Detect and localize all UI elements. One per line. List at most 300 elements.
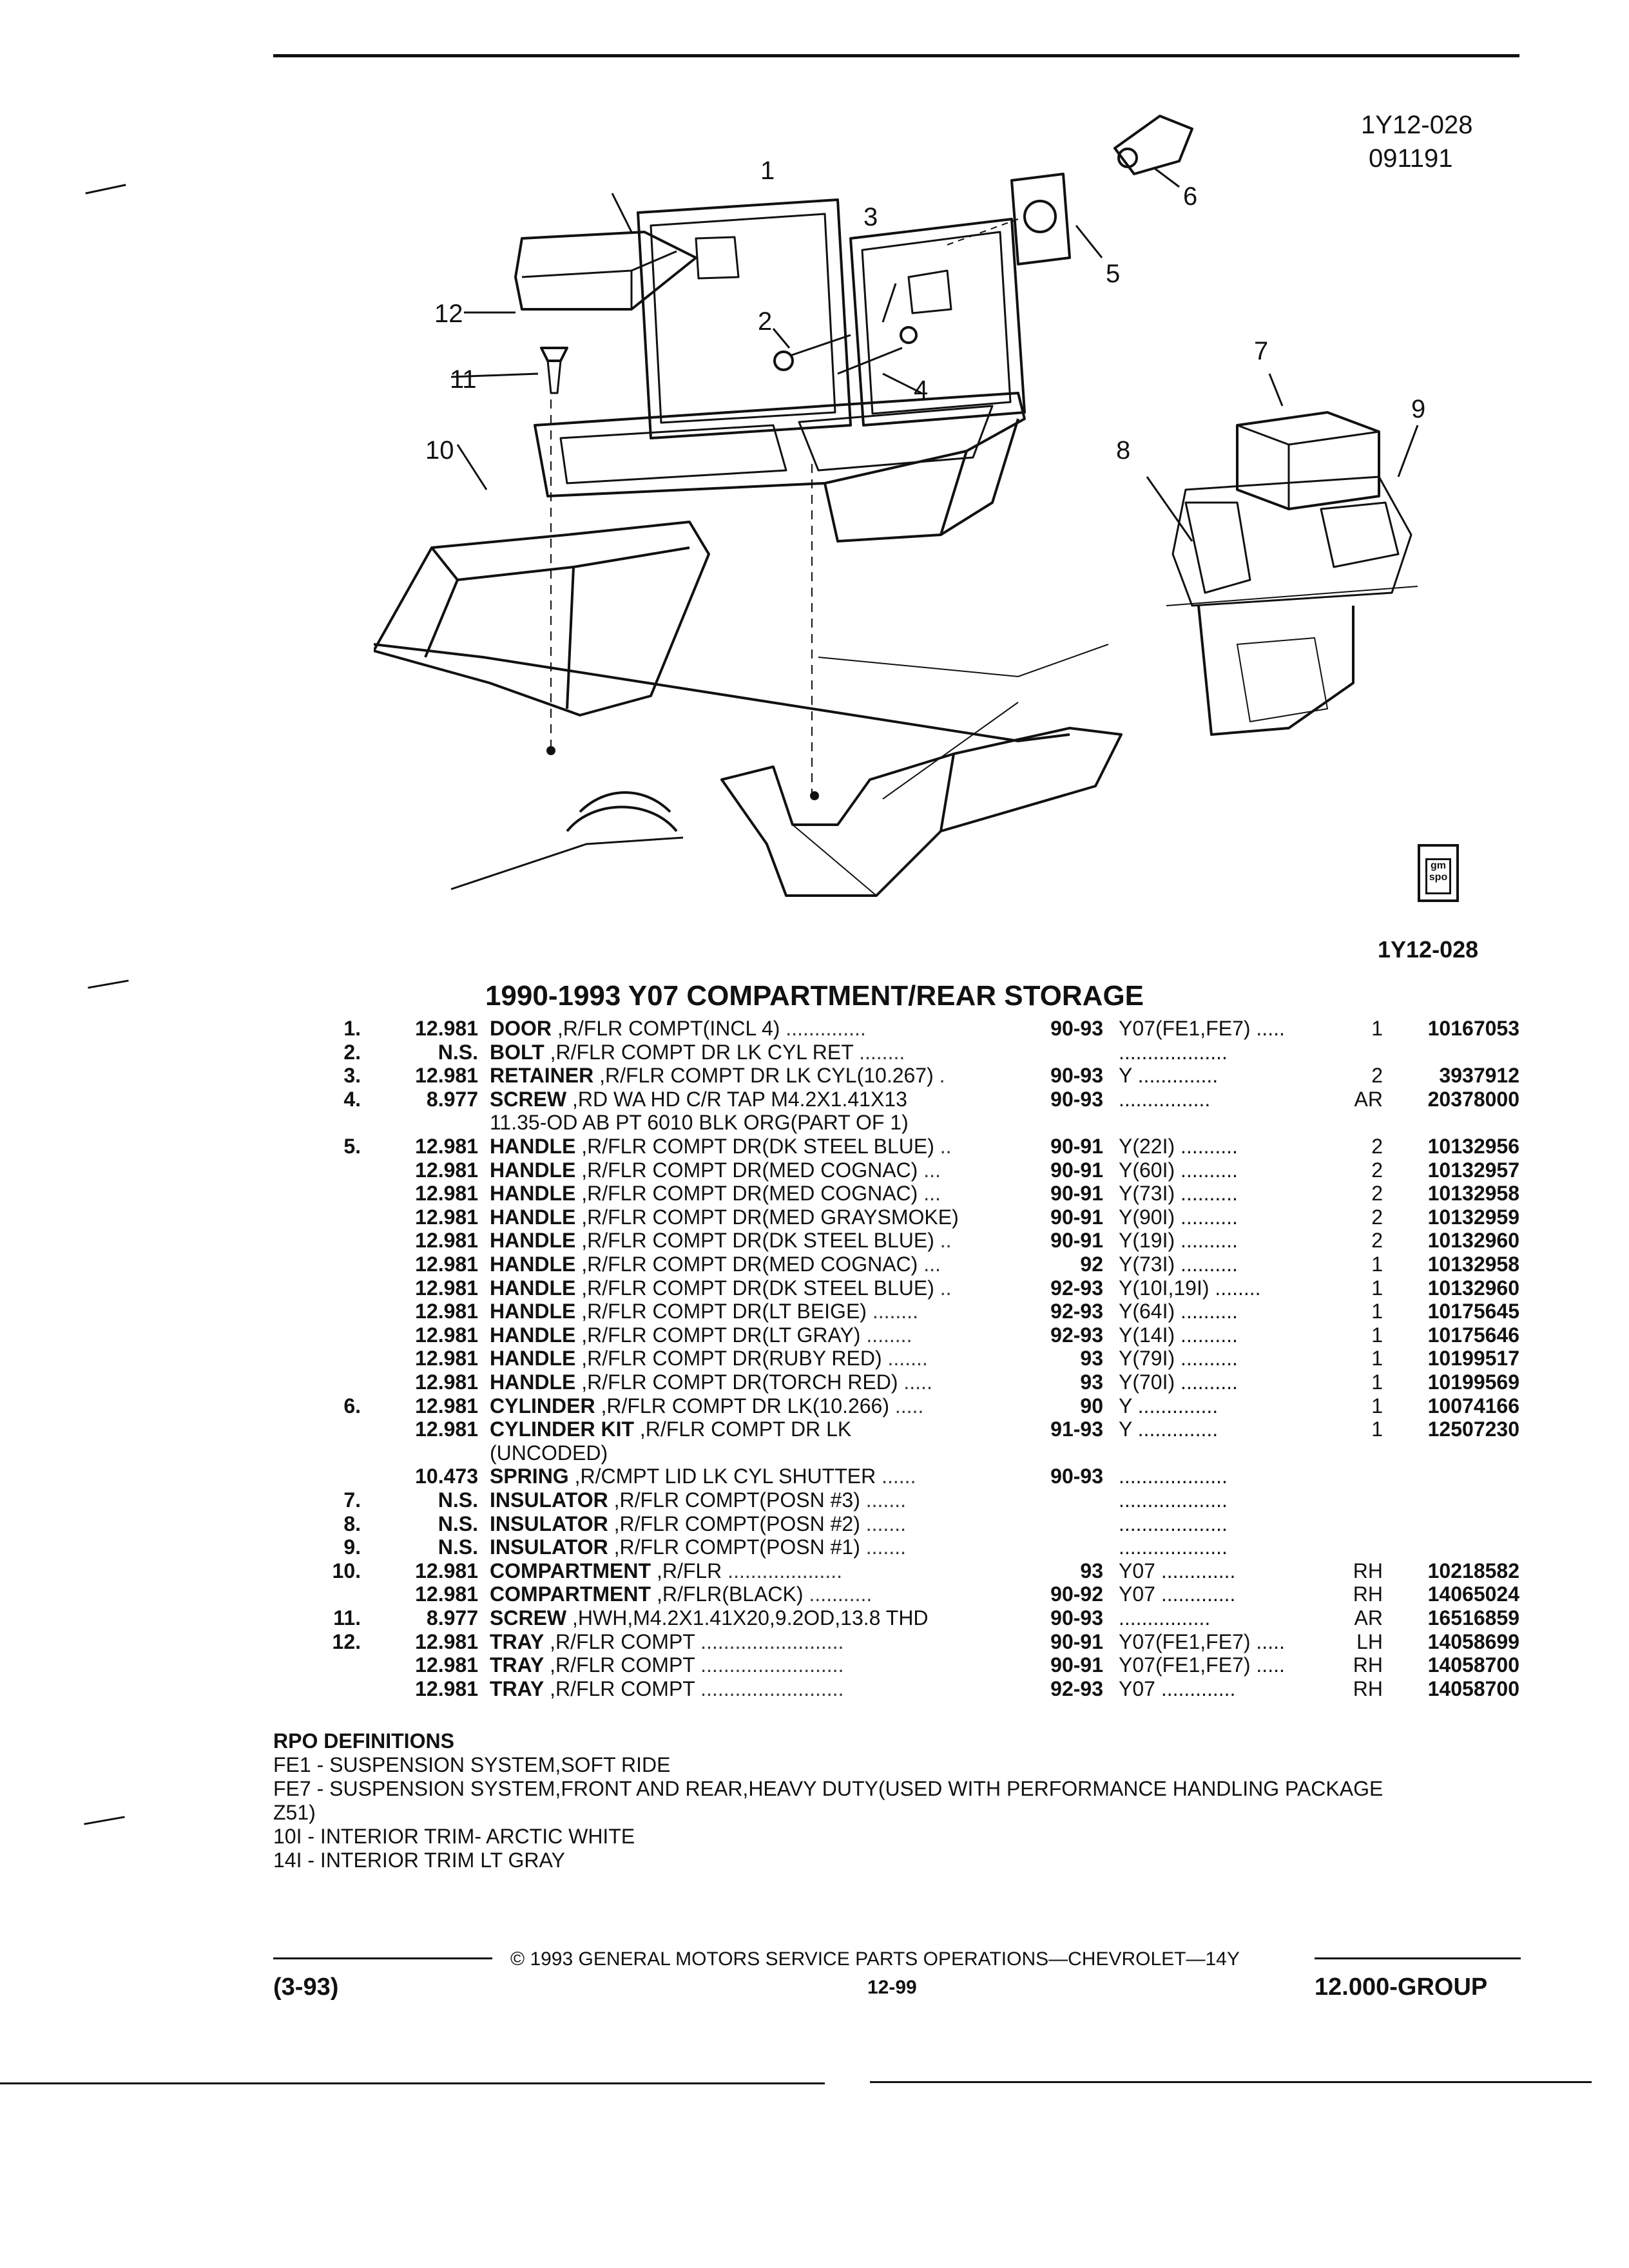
group-number: 12.981	[415, 1347, 478, 1370]
ref-number: 5.	[343, 1135, 361, 1158]
parts-row	[0, 1182, 1629, 1205]
rpo-definitions-heading: RPO DEFINITIONS	[273, 1729, 454, 1753]
exploded-view-diagram	[374, 90, 1469, 928]
parts-row	[0, 1370, 1629, 1394]
part-detail: ,R/FLR COMPT(POSN #1)	[613, 1535, 860, 1559]
rpo-code: ................	[1119, 1087, 1211, 1111]
part-name: INSULATOR	[490, 1512, 608, 1535]
part-number: 14058699	[1427, 1629, 1519, 1653]
leader-dots: .......	[865, 1512, 906, 1535]
part-number: 10199517	[1427, 1347, 1519, 1370]
leader-dots: ...	[923, 1182, 941, 1206]
group-number: 12.981	[415, 1205, 478, 1229]
rpo-code: ...................	[1119, 1535, 1228, 1559]
part-number: 20378000	[1427, 1087, 1519, 1111]
part-description	[490, 1559, 1018, 1582]
callout-12: 12	[434, 300, 463, 328]
quantity: 1	[1371, 1418, 1383, 1441]
group-number: 12.981	[415, 1182, 478, 1206]
ref-number: 3.	[343, 1064, 361, 1088]
part-description	[490, 1370, 1018, 1394]
group-number: 12.981	[415, 1276, 478, 1300]
quantity: 2	[1371, 1135, 1383, 1158]
callout-5: 5	[1106, 260, 1121, 288]
part-detail: ,RD WA HD C/R TAP M4.2X1.41X13	[572, 1087, 907, 1111]
model-years: 90-93	[1050, 1087, 1103, 1111]
ref-number: 10.	[332, 1559, 361, 1582]
ref-number: 7.	[343, 1488, 361, 1512]
parts-row	[0, 1559, 1629, 1582]
part-name: CYLINDER	[490, 1394, 595, 1418]
leader-dots: ........	[859, 1040, 905, 1064]
part-name: SCREW	[490, 1087, 567, 1111]
model-years: 93	[1080, 1370, 1103, 1394]
part-name: HANDLE	[490, 1276, 576, 1300]
rpo-code: Y07 .............	[1119, 1559, 1236, 1582]
rpo-code: Y07(FE1,FE7) .....	[1119, 1629, 1285, 1653]
part-description	[490, 1206, 1018, 1229]
leader-dots: ...	[923, 1158, 941, 1182]
rpo-code: Y07(FE1,FE7) .....	[1119, 1017, 1285, 1040]
part-name: BOLT	[490, 1040, 545, 1064]
model-years: 92-93	[1050, 1276, 1103, 1300]
part-description	[490, 1606, 1018, 1629]
ref-number: 8.	[343, 1512, 361, 1535]
callout-10: 10	[425, 436, 454, 465]
group-number: N.S.	[438, 1535, 478, 1559]
bottom-rule-left	[0, 2082, 825, 2084]
callout-1: 1	[760, 157, 775, 185]
part-name: HANDLE	[490, 1158, 576, 1182]
part-name: HANDLE	[490, 1347, 576, 1370]
quantity: LH	[1356, 1629, 1383, 1653]
part-number: 10132956	[1427, 1135, 1519, 1158]
part-description	[490, 1323, 1018, 1347]
part-name: HANDLE	[490, 1205, 576, 1229]
part-detail: (UNCODED)	[490, 1441, 608, 1465]
rpo-code: Y(22I) ..........	[1119, 1135, 1238, 1158]
callout-9: 9	[1411, 395, 1426, 423]
rpo-code: Y(19I) ..........	[1119, 1229, 1238, 1253]
group-number: 8.977	[426, 1606, 478, 1629]
part-detail: ,R/FLR COMPT DR(LT BEIGE)	[581, 1300, 867, 1323]
part-detail: ,R/FLR COMPT DR LK CYL(10.267)	[599, 1064, 934, 1088]
leader-dots: ...	[923, 1253, 941, 1276]
rpo-code: ...................	[1119, 1512, 1228, 1535]
part-detail: ,R/CMPT LID LK CYL SHUTTER	[574, 1465, 876, 1488]
model-years: 90-91	[1050, 1229, 1103, 1253]
parts-row	[0, 1582, 1629, 1606]
parts-row	[0, 1229, 1629, 1252]
leader-dots: .......	[887, 1347, 928, 1370]
footer-copyright: © 1993 GENERAL MOTORS SERVICE PARTS OPERATIONS—CHEVROLET—14Y	[510, 1948, 1240, 1970]
leader-dots: ........	[872, 1300, 918, 1323]
model-years: 90-91	[1050, 1653, 1103, 1677]
part-name: SPRING	[490, 1465, 569, 1488]
part-detail: ,R/FLR COMPT DR(DK STEEL BLUE)	[581, 1229, 934, 1253]
quantity: 2	[1371, 1064, 1383, 1088]
rpo-code: Y(10I,19I) ........	[1119, 1276, 1261, 1300]
callout-6: 6	[1183, 182, 1198, 211]
rpo-definition-line: FE7 - SUSPENSION SYSTEM,FRONT AND REAR,HEAVY DUTY(USED WITH PERFORMANCE HANDLING PACKAGE	[273, 1777, 1383, 1800]
model-years: 90-91	[1050, 1205, 1103, 1229]
part-detail: ,R/FLR	[656, 1559, 722, 1582]
model-years: 91-93	[1050, 1418, 1103, 1441]
part-name: COMPARTMENT	[490, 1582, 651, 1606]
part-name: RETAINER	[490, 1064, 594, 1088]
part-description	[490, 1017, 1018, 1040]
group-number: 10.473	[415, 1465, 478, 1488]
part-name: HANDLE	[490, 1253, 576, 1276]
quantity: AR	[1354, 1087, 1383, 1111]
part-number: 14058700	[1427, 1677, 1519, 1700]
part-number: 10218582	[1427, 1559, 1519, 1582]
part-name: HANDLE	[490, 1300, 576, 1323]
group-number: 12.981	[415, 1064, 478, 1088]
parts-row	[0, 1300, 1629, 1323]
part-detail: 11.35-OD AB PT 6010 BLK ORG(PART OF 1)	[490, 1111, 909, 1135]
part-name: HANDLE	[490, 1229, 576, 1253]
part-description	[490, 1465, 1018, 1488]
quantity: RH	[1353, 1559, 1383, 1582]
model-years: 90-93	[1050, 1465, 1103, 1488]
rpo-definitions	[273, 1729, 1536, 1872]
model-years: 90-91	[1050, 1182, 1103, 1206]
part-description	[490, 1182, 1018, 1205]
part-detail: ,R/FLR COMPT(POSN #3)	[613, 1488, 860, 1512]
part-number: 12507230	[1427, 1418, 1519, 1441]
leader-dots: ..............	[786, 1017, 866, 1040]
part-detail: ,R/FLR COMPT	[550, 1629, 695, 1653]
part-detail: ,R/FLR COMPT DR(MED COGNAC)	[581, 1158, 918, 1182]
part-name: TRAY	[490, 1629, 545, 1653]
group-number: N.S.	[438, 1512, 478, 1535]
part-description	[490, 1582, 1018, 1606]
part-description	[490, 1229, 1018, 1252]
rpo-definition-line: 14I - INTERIOR TRIM LT GRAY	[273, 1849, 565, 1872]
group-number: 12.981	[415, 1582, 478, 1606]
group-number: 12.981	[415, 1017, 478, 1040]
parts-row	[0, 1418, 1629, 1441]
part-description	[490, 1064, 1018, 1087]
part-detail: ,R/FLR COMPT DR(TORCH RED)	[581, 1370, 898, 1394]
quantity: 2	[1371, 1182, 1383, 1206]
part-detail: ,R/FLR COMPT(INCL 4)	[557, 1017, 780, 1040]
ref-number: 2.	[343, 1040, 361, 1064]
quantity: 1	[1371, 1323, 1383, 1347]
margin-mark	[84, 1816, 125, 1825]
model-years: 92-93	[1050, 1300, 1103, 1323]
quantity: 1	[1371, 1300, 1383, 1323]
part-number: 10132958	[1427, 1182, 1519, 1206]
rpo-code: Y(70I) ..........	[1119, 1370, 1238, 1394]
group-number: 12.981	[415, 1253, 478, 1276]
quantity: AR	[1354, 1606, 1383, 1629]
group-number: 12.981	[415, 1229, 478, 1253]
leader-dots: .....	[894, 1394, 924, 1418]
part-detail: ,R/FLR COMPT	[550, 1653, 695, 1677]
part-name: HANDLE	[490, 1323, 576, 1347]
part-detail: ,R/FLR COMPT DR LK	[639, 1418, 852, 1441]
part-description	[490, 1677, 1018, 1700]
part-name: TRAY	[490, 1677, 545, 1700]
parts-row	[0, 1323, 1629, 1347]
part-number: 3937912	[1439, 1064, 1519, 1088]
part-description	[490, 1135, 1018, 1158]
part-description	[490, 1347, 1018, 1370]
part-detail: ,R/FLR COMPT(POSN #2)	[613, 1512, 860, 1535]
part-detail: ,R/FLR COMPT	[550, 1677, 695, 1700]
quantity: 1	[1371, 1394, 1383, 1418]
part-number: 10132958	[1427, 1253, 1519, 1276]
rpo-definition-line: Z51)	[273, 1801, 316, 1824]
parts-row	[0, 1135, 1629, 1158]
rpo-code: ...................	[1119, 1040, 1228, 1064]
parts-row	[0, 1276, 1629, 1300]
leader-dots: .........................	[700, 1629, 844, 1653]
rpo-code: Y(60I) ..........	[1119, 1158, 1238, 1182]
model-years: 90-92	[1050, 1582, 1103, 1606]
footer-rule-left	[273, 1957, 492, 1959]
ref-number: 6.	[343, 1394, 361, 1418]
parts-row	[0, 1253, 1629, 1276]
rpo-code: Y(73I) ..........	[1119, 1253, 1238, 1276]
part-name: COMPARTMENT	[490, 1559, 651, 1582]
parts-row	[0, 1017, 1629, 1040]
parts-row	[0, 1111, 1629, 1134]
part-detail: ,HWH,M4.2X1.41X20,9.2OD,13.8 THD	[572, 1606, 929, 1629]
part-number: 14065024	[1427, 1582, 1519, 1606]
parts-row	[0, 1394, 1629, 1418]
rpo-code: Y(90I) ..........	[1119, 1205, 1238, 1229]
part-name: INSULATOR	[490, 1535, 608, 1559]
quantity: 2	[1371, 1158, 1383, 1182]
part-description	[490, 1041, 1018, 1064]
parts-row	[0, 1041, 1629, 1064]
parts-row	[0, 1441, 1629, 1465]
illustration-code-bottom: 1Y12-028	[1378, 936, 1479, 963]
model-years: 90-93	[1050, 1017, 1103, 1040]
leader-dots: .	[939, 1064, 945, 1088]
leader-dots: ..	[940, 1229, 952, 1253]
rpo-code: Y(14I) ..........	[1119, 1323, 1238, 1347]
group-number: 12.981	[415, 1370, 478, 1394]
leader-dots: ......	[882, 1465, 916, 1488]
group-number: N.S.	[438, 1488, 478, 1512]
quantity: 1	[1371, 1276, 1383, 1300]
part-number: 10132960	[1427, 1229, 1519, 1253]
group-number: 12.981	[415, 1418, 478, 1441]
leader-dots: .....	[903, 1370, 932, 1394]
rpo-code: Y(73I) ..........	[1119, 1182, 1238, 1206]
part-description	[490, 1488, 1018, 1512]
part-detail: ,R/FLR COMPT DR(DK STEEL BLUE)	[581, 1276, 934, 1300]
rpo-code: Y07 .............	[1119, 1582, 1236, 1606]
part-detail: ,R/FLR COMPT DR(LT GRAY)	[581, 1323, 861, 1347]
rpo-code: Y(64I) ..........	[1119, 1300, 1238, 1323]
model-years: 90	[1080, 1394, 1103, 1418]
leader-dots: .........................	[700, 1653, 844, 1677]
part-description	[490, 1418, 1018, 1441]
rpo-code: Y ..............	[1119, 1394, 1219, 1418]
part-name: TRAY	[490, 1653, 545, 1677]
footer-group: 12.000-GROUP	[1315, 1974, 1488, 2001]
quantity: RH	[1353, 1677, 1383, 1700]
parts-row	[0, 1064, 1629, 1087]
callout-11: 11	[450, 365, 477, 394]
callout-4: 4	[914, 376, 929, 404]
parts-row	[0, 1606, 1629, 1629]
leader-dots: ..	[940, 1135, 952, 1158]
part-name: CYLINDER KIT	[490, 1418, 634, 1441]
callout-8: 8	[1116, 436, 1131, 465]
part-description	[490, 1158, 1018, 1182]
quantity: 1	[1371, 1017, 1383, 1040]
part-number: 10132957	[1427, 1158, 1519, 1182]
part-description	[490, 1253, 1018, 1276]
part-name: HANDLE	[490, 1370, 576, 1394]
model-years: 90-91	[1050, 1629, 1103, 1653]
model-years: 92-93	[1050, 1677, 1103, 1700]
part-description	[490, 1394, 1018, 1418]
illustration-code-top: 1Y12-028	[1361, 111, 1473, 139]
part-number: 10175645	[1427, 1300, 1519, 1323]
group-number: 12.981	[415, 1394, 478, 1418]
section-title: 1990-1993 Y07 COMPARTMENT/REAR STORAGE	[485, 980, 1144, 1012]
group-number: 8.977	[426, 1087, 478, 1111]
part-description	[490, 1535, 1018, 1559]
rpo-code: Y ..............	[1119, 1418, 1219, 1441]
parts-row	[0, 1677, 1629, 1700]
parts-row	[0, 1465, 1629, 1488]
group-number: 12.981	[415, 1323, 478, 1347]
part-name: HANDLE	[490, 1182, 576, 1206]
callout-7: 7	[1254, 337, 1269, 365]
model-years: 90-91	[1050, 1158, 1103, 1182]
ref-number: 11.	[333, 1606, 361, 1629]
parts-row	[0, 1512, 1629, 1535]
group-number: 12.981	[415, 1158, 478, 1182]
part-description	[490, 1653, 1018, 1677]
model-years: 93	[1080, 1347, 1103, 1370]
rpo-code: ...................	[1119, 1465, 1228, 1488]
leader-dots: .......	[865, 1535, 906, 1559]
group-number: 12.981	[415, 1300, 478, 1323]
part-detail: ,R/FLR COMPT DR(DK STEEL BLUE)	[581, 1135, 934, 1158]
margin-mark	[85, 184, 126, 194]
group-number: 12.981	[415, 1559, 478, 1582]
part-name: SCREW	[490, 1606, 567, 1629]
part-name: INSULATOR	[490, 1488, 608, 1512]
group-number: 12.981	[415, 1653, 478, 1677]
rpo-definition-line: FE1 - SUSPENSION SYSTEM,SOFT RIDE	[273, 1753, 671, 1776]
rpo-code: Y07 .............	[1119, 1677, 1236, 1700]
rpo-definition-line: 10I - INTERIOR TRIM- ARCTIC WHITE	[273, 1825, 635, 1848]
ref-number: 12.	[332, 1629, 361, 1653]
part-detail: ,R/FLR COMPT DR(RUBY RED)	[581, 1347, 882, 1370]
quantity: RH	[1353, 1653, 1383, 1677]
ref-number: 9.	[343, 1535, 361, 1559]
part-detail: ,R/FLR COMPT DR(MED COGNAC)	[581, 1182, 918, 1206]
rpo-code: Y ..............	[1119, 1064, 1219, 1088]
part-detail: ,R/FLR COMPT DR LK CYL RET	[550, 1040, 854, 1064]
callout-3: 3	[863, 203, 878, 231]
model-years: 93	[1080, 1559, 1103, 1582]
parts-row	[0, 1653, 1629, 1677]
rpo-code: ...................	[1119, 1488, 1228, 1512]
leader-dots: ..	[940, 1276, 952, 1300]
quantity: 2	[1371, 1205, 1383, 1229]
illustration-date: 091191	[1369, 144, 1453, 173]
part-name: HANDLE	[490, 1135, 576, 1158]
part-description	[490, 1111, 1018, 1134]
model-years: 90-91	[1050, 1135, 1103, 1158]
footer-rule-right	[1315, 1957, 1521, 1959]
part-description	[490, 1441, 1018, 1465]
part-number: 16516859	[1427, 1606, 1519, 1629]
quantity: 1	[1371, 1347, 1383, 1370]
part-detail: ,R/FLR COMPT DR(MED COGNAC)	[581, 1253, 918, 1276]
leader-dots: ........	[866, 1323, 912, 1347]
part-name: DOOR	[490, 1017, 552, 1040]
part-description	[490, 1300, 1018, 1323]
model-years: 90-93	[1050, 1606, 1103, 1629]
ref-number: 1.	[343, 1017, 361, 1040]
group-number: 12.981	[415, 1677, 478, 1700]
bottom-rule-right	[870, 2081, 1592, 2083]
parts-row	[0, 1488, 1629, 1512]
group-number: 12.981	[415, 1629, 478, 1653]
quantity: RH	[1353, 1582, 1383, 1606]
leader-dots: .........................	[700, 1677, 844, 1700]
part-detail: ,R/FLR COMPT DR(MED GRAYSMOKE)	[581, 1205, 959, 1229]
footer-revision: (3-93)	[273, 1974, 339, 2001]
model-years: 92-93	[1050, 1323, 1103, 1347]
parts-row	[0, 1535, 1629, 1559]
group-number: 12.981	[415, 1135, 478, 1158]
part-description	[490, 1512, 1018, 1535]
model-years: 90-93	[1050, 1064, 1103, 1088]
part-number: 10175646	[1427, 1323, 1519, 1347]
part-number: 10132959	[1427, 1205, 1519, 1229]
parts-row	[0, 1347, 1629, 1370]
gm-spo-emblem-text: gm spo	[1425, 858, 1451, 894]
part-description	[490, 1630, 1018, 1653]
rpo-code: ................	[1119, 1606, 1211, 1629]
footer-page-number: 12-99	[867, 1977, 917, 1998]
quantity: 2	[1371, 1229, 1383, 1253]
part-number: 10199569	[1427, 1370, 1519, 1394]
parts-row	[0, 1206, 1629, 1229]
part-number: 10167053	[1427, 1017, 1519, 1040]
part-number: 10132960	[1427, 1276, 1519, 1300]
quantity: 1	[1371, 1370, 1383, 1394]
top-rule	[273, 54, 1519, 57]
model-years: 92	[1080, 1253, 1103, 1276]
part-detail: ,R/FLR(BLACK)	[656, 1582, 804, 1606]
part-description	[490, 1088, 1018, 1111]
part-detail: ,R/FLR COMPT DR LK(10.266)	[601, 1394, 889, 1418]
rpo-code: Y(79I) ..........	[1119, 1347, 1238, 1370]
leader-dots: .......	[865, 1488, 906, 1512]
parts-row	[0, 1088, 1629, 1111]
quantity: 1	[1371, 1253, 1383, 1276]
rpo-code: Y07(FE1,FE7) .....	[1119, 1653, 1285, 1677]
parts-row	[0, 1158, 1629, 1182]
leader-dots: ....................	[728, 1559, 842, 1582]
part-description	[490, 1276, 1018, 1300]
group-number: N.S.	[438, 1040, 478, 1064]
